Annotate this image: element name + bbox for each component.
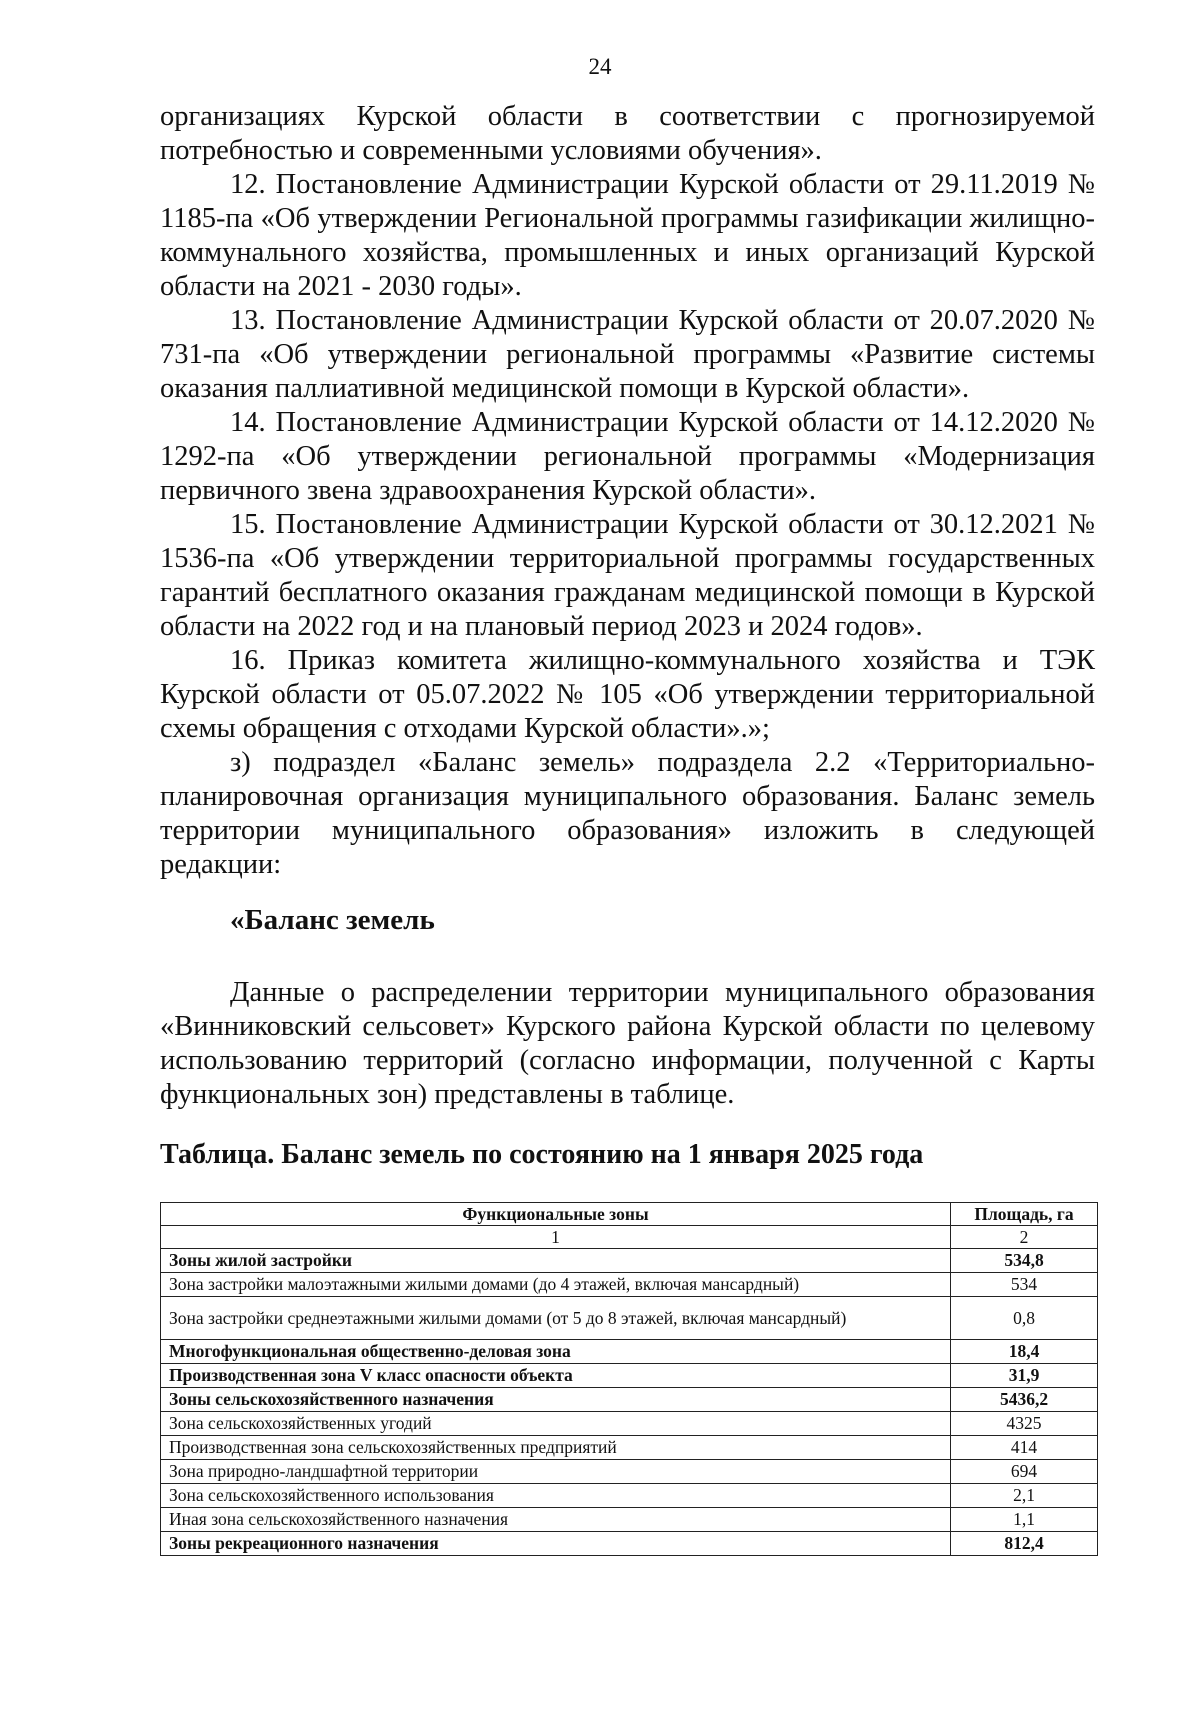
paragraph: 14. Постановление Администрации Курской области от 14.12.2020 № 1292-па «Об утверждении региональной программы «Модернизация первичного звена здравоохранения Курской области». bbox=[160, 407, 1095, 506]
zone-area-cell: 414 bbox=[951, 1436, 1098, 1460]
paragraph: з) подраздел «Баланс земель» подраздела 2.2 «Территориально-планировочная организация муниципального образования. Баланс земель территории муниципального образования» изложить в следующей редакции: bbox=[160, 747, 1095, 880]
zone-name-cell: Зоны рекреационного назначения bbox=[161, 1532, 951, 1556]
zone-area-cell: 4325 bbox=[951, 1412, 1098, 1436]
zone-area-cell: 1,1 bbox=[951, 1508, 1098, 1532]
table-row bbox=[161, 1249, 1098, 1273]
zone-name-cell: Зона сельскохозяйственного использования bbox=[161, 1484, 951, 1508]
land-balance-table-wrap bbox=[160, 1202, 1098, 1556]
paragraph: 16. Приказ комитета жилищно-коммунального хозяйства и ТЭК Курской области от 05.07.2022 № 105 «Об утверждении территориальной схемы обращения с отходами Курской области».»; bbox=[160, 645, 1095, 744]
zone-name-cell: Зона застройки среднеэтажными жилыми домами (от 5 до 8 этажей, включая мансардный) bbox=[161, 1297, 951, 1340]
table-header-row bbox=[161, 1203, 1098, 1226]
zone-name-cell: Зона застройки малоэтажными жилыми домами (до 4 этажей, включая мансардный) bbox=[161, 1273, 951, 1297]
table-row bbox=[161, 1412, 1098, 1436]
zone-area-cell: 31,9 bbox=[951, 1364, 1098, 1388]
zone-area-cell: 812,4 bbox=[951, 1532, 1098, 1556]
zone-area-cell: 534 bbox=[951, 1273, 1098, 1297]
zone-area-cell: 694 bbox=[951, 1460, 1098, 1484]
zone-name-cell: Производственная зона сельскохозяйственных предприятий bbox=[161, 1436, 951, 1460]
table-row bbox=[161, 1508, 1098, 1532]
table-row bbox=[161, 1436, 1098, 1460]
header-area: Площадь, га bbox=[951, 1203, 1098, 1226]
paragraph: организациях Курской области в соответствии с прогнозируемой потребностью и современными условиями обучения». bbox=[160, 101, 1095, 166]
zone-area-cell: 18,4 bbox=[951, 1340, 1098, 1364]
table-row bbox=[161, 1297, 1098, 1340]
zone-name-cell: Зоны сельскохозяйственного назначения bbox=[161, 1388, 951, 1412]
column-number-2: 2 bbox=[951, 1226, 1098, 1249]
table-row bbox=[161, 1484, 1098, 1508]
zone-area-cell: 0,8 bbox=[951, 1297, 1098, 1340]
paragraph: 12. Постановление Администрации Курской области от 29.11.2019 № 1185-па «Об утверждении Региональной программы газификации жилищно-коммунального хозяйства, промышленных и иных организаций Курской области на 2021 - 2030 годы». bbox=[160, 169, 1095, 302]
section-heading: «Баланс земель bbox=[230, 904, 435, 936]
column-number-1: 1 bbox=[161, 1226, 951, 1249]
table-row bbox=[161, 1340, 1098, 1364]
intro-paragraph: Данные о распределении территории муниципального образования «Винниковский сельсовет» Курского района Курской области по целевому использованию территорий (согласно информации, полученной с Карты функциональных зон) представлены в таблице. bbox=[160, 977, 1095, 1110]
paragraph: 13. Постановление Администрации Курской области от 20.07.2020 № 731-па «Об утверждении региональной программы «Развитие системы оказания паллиативной медицинской помощи в Курской области». bbox=[160, 305, 1095, 404]
zone-name-cell: Зоны жилой застройки bbox=[161, 1249, 951, 1273]
table-row bbox=[161, 1388, 1098, 1412]
table-row bbox=[161, 1364, 1098, 1388]
zone-name-cell: Зона природно-ландшафтной территории bbox=[161, 1460, 951, 1484]
zone-area-cell: 2,1 bbox=[951, 1484, 1098, 1508]
zone-name-cell: Иная зона сельскохозяйственного назначения bbox=[161, 1508, 951, 1532]
table-row bbox=[161, 1532, 1098, 1556]
zone-name-cell: Производственная зона V класс опасности объекта bbox=[161, 1364, 951, 1388]
header-zones: Функциональные зоны bbox=[161, 1203, 951, 1226]
table-row bbox=[161, 1460, 1098, 1484]
table-title: Таблица. Баланс земель по состоянию на 1 января 2025 года bbox=[160, 1139, 924, 1170]
zone-area-cell: 5436,2 bbox=[951, 1388, 1098, 1412]
page-number: 24 bbox=[588, 54, 612, 79]
land-balance-table bbox=[160, 1202, 1098, 1556]
zone-area-cell: 534,8 bbox=[951, 1249, 1098, 1273]
zone-name-cell: Многофункциональная общественно-деловая зона bbox=[161, 1340, 951, 1364]
table-row bbox=[161, 1273, 1098, 1297]
column-number-row bbox=[161, 1226, 1098, 1249]
zone-name-cell: Зона сельскохозяйственных угодий bbox=[161, 1412, 951, 1436]
body-text bbox=[160, 100, 1095, 882]
paragraph: 15. Постановление Администрации Курской области от 30.12.2021 № 1536-па «Об утверждении территориальной программы государственных гарантий бесплатного оказания гражданам медицинской помощи в Курской области на 2022 год и на плановый период 2023 и 2024 годов». bbox=[160, 509, 1095, 642]
